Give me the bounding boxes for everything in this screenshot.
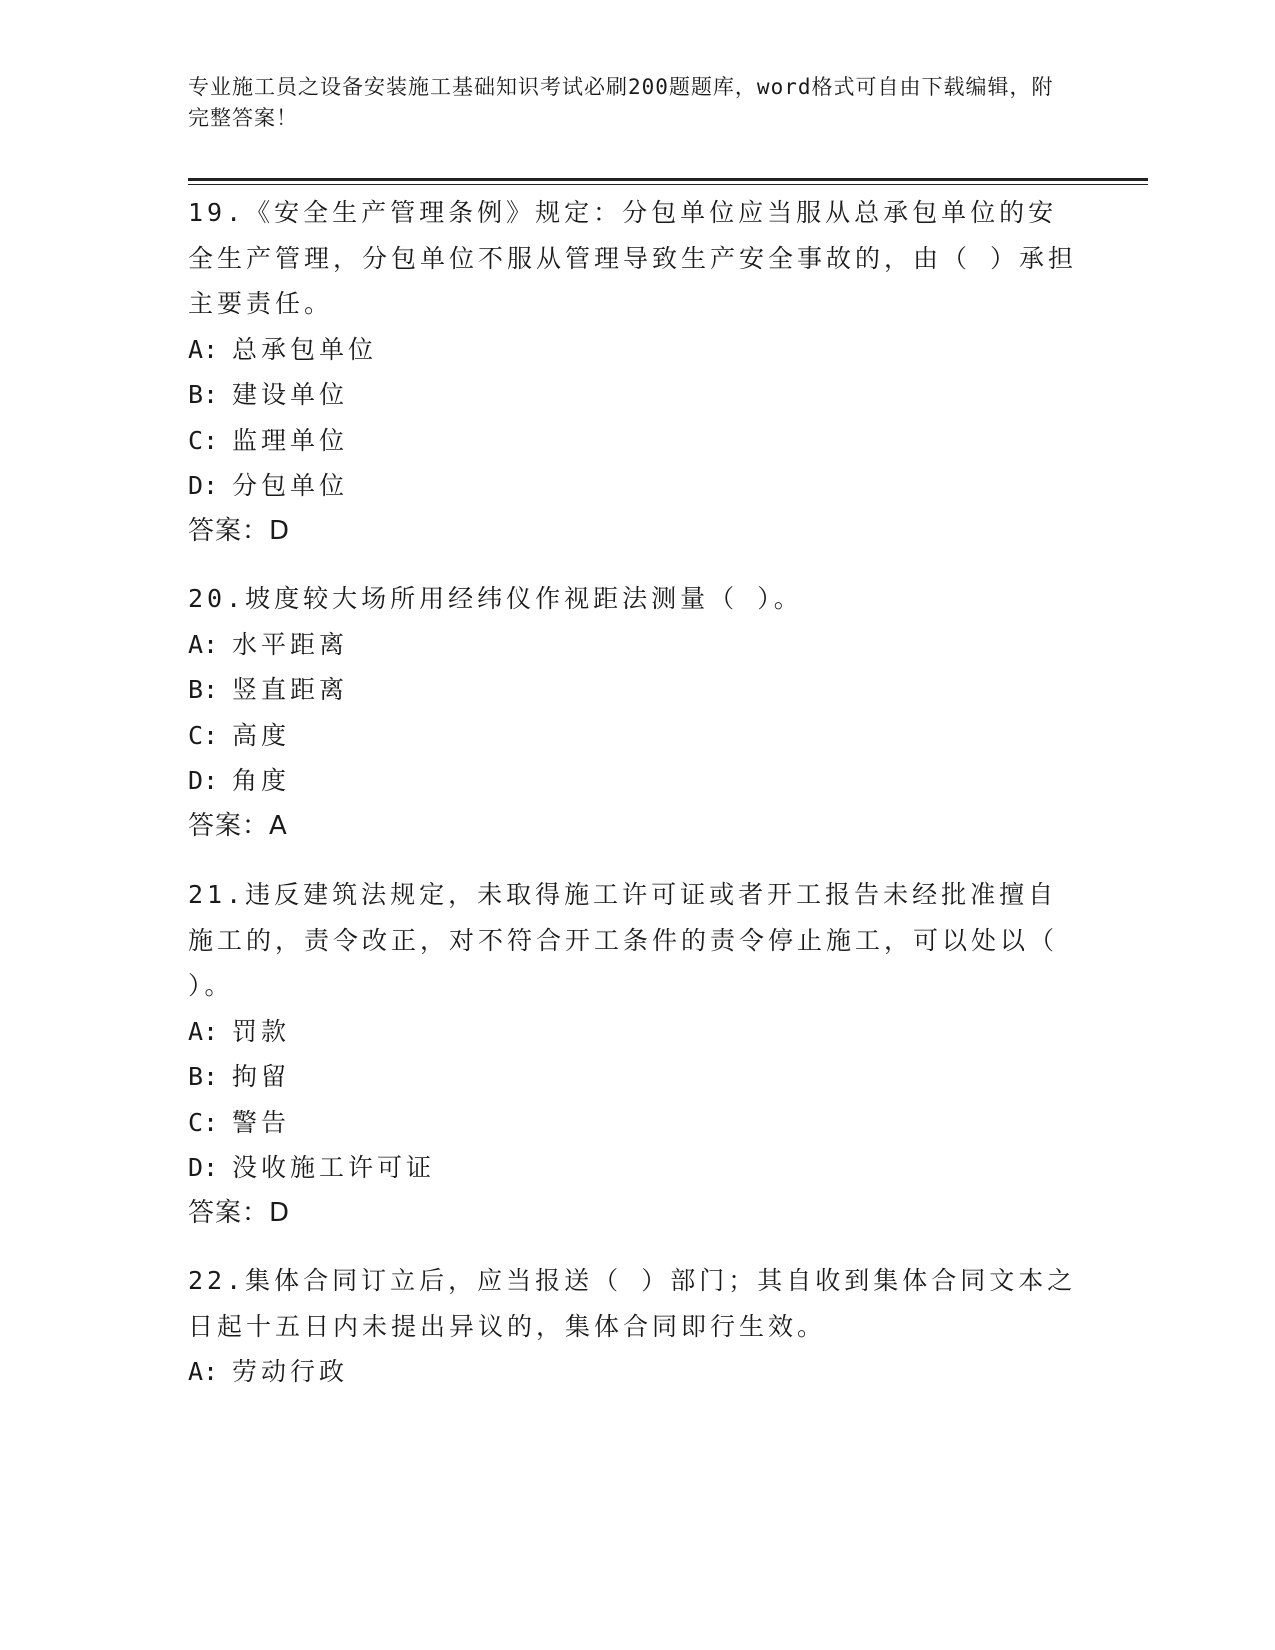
- answer-label: 答案：D: [188, 1197, 291, 1228]
- option-c: [188, 418, 1078, 464]
- option-key: C:: [188, 720, 219, 750]
- question-21: [188, 872, 1078, 1236]
- option-key: B:: [188, 675, 219, 704]
- option-text: 拘留: [232, 1062, 291, 1091]
- question-stem: 19.《安全生产管理条例》规定：分包单位应当服从总承包单位的安全生产管理，分包单位不服从管理导致生产安全事故的，由（ ）承担主要责任。: [188, 198, 1078, 318]
- option-text: 水平距离: [232, 629, 349, 659]
- answer-label: 答案：A: [188, 810, 288, 841]
- option-text: 竖直距离: [232, 675, 349, 704]
- option-text: 角度: [232, 766, 291, 795]
- question-20: [188, 576, 1078, 849]
- option-text: 建设单位: [232, 380, 349, 409]
- option-text: 高度: [232, 720, 291, 750]
- option-text: 总承包单位: [232, 334, 378, 364]
- option-key: A:: [188, 1357, 219, 1386]
- option-c: [188, 713, 1078, 759]
- option-text: 监理单位: [232, 425, 349, 455]
- option-text: 警告: [232, 1107, 291, 1137]
- option-key: A:: [188, 1016, 219, 1046]
- option-key: B:: [188, 1062, 219, 1091]
- option-key: D:: [188, 1153, 219, 1182]
- option-a: [188, 1349, 1078, 1395]
- option-a: [188, 1009, 1078, 1055]
- option-d: [188, 758, 1078, 804]
- option-key: D:: [188, 766, 219, 795]
- question-22: [188, 1258, 1078, 1395]
- document-header: 专业施工员之设备安装施工基础知识考试必刷200题题库，word格式可自由下载编辑，附完整答案！: [188, 75, 1054, 130]
- option-c: [188, 1100, 1078, 1146]
- header-divider-thin: [188, 184, 1148, 185]
- option-key: C:: [188, 1107, 219, 1137]
- option-key: A:: [188, 334, 219, 364]
- option-text: 没收施工许可证: [232, 1153, 436, 1182]
- option-d: [188, 463, 1078, 509]
- option-key: A:: [188, 629, 219, 659]
- header-divider-thick: [188, 178, 1148, 181]
- option-a: [188, 622, 1078, 668]
- option-key: B:: [188, 380, 219, 409]
- question-19: [188, 190, 1078, 554]
- option-text: 分包单位: [232, 471, 349, 500]
- answer-label: 答案：D: [188, 515, 291, 546]
- option-a: [188, 327, 1078, 373]
- question-stem: 21.违反建筑法规定，未取得施工许可证或者开工报告未经批准擅自施工的，责令改正，对不符合开工条件的责令停止施工，可以处以（ ）。: [188, 880, 1059, 1000]
- option-key: C:: [188, 425, 219, 455]
- option-b: [188, 667, 1078, 713]
- option-key: D:: [188, 471, 219, 500]
- question-stem: 22.集体合同订立后，应当报送（ ）部门；其自收到集体合同文本之日起十五日内未提出异议的，集体合同即行生效。: [188, 1266, 1077, 1341]
- question-stem: 20.坡度较大场所用经纬仪作视距法测量（ ）。: [188, 584, 803, 613]
- option-b: [188, 372, 1078, 418]
- option-text: 劳动行政: [232, 1357, 349, 1386]
- option-text: 罚款: [232, 1016, 291, 1046]
- option-b: [188, 1054, 1078, 1100]
- option-d: [188, 1145, 1078, 1191]
